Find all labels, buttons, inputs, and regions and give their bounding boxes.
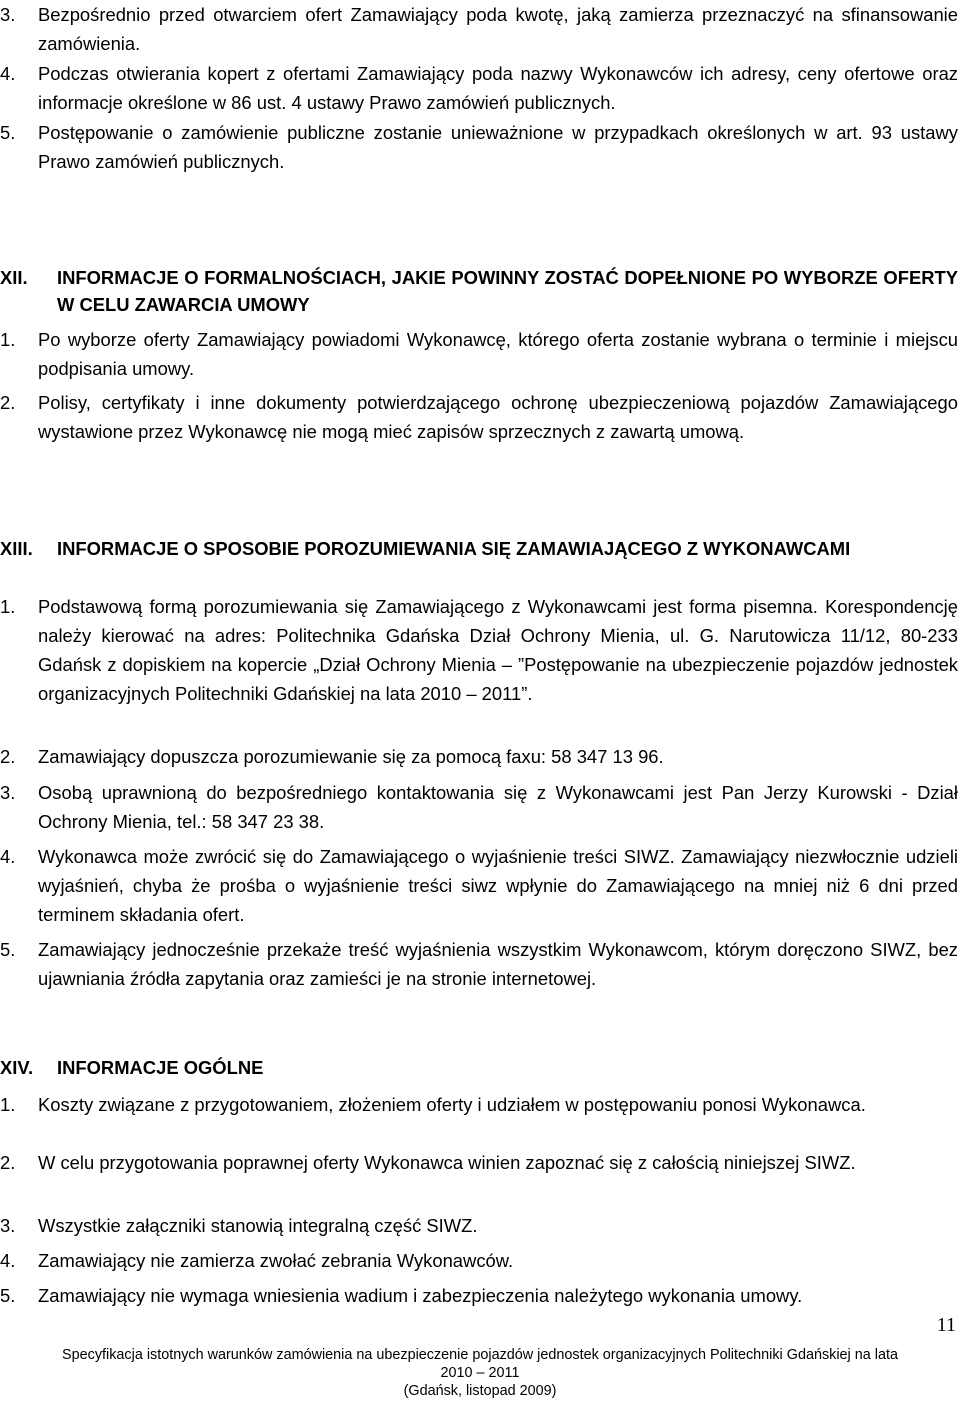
- section-number: XIII.: [0, 538, 33, 559]
- item-number: 2.: [0, 1152, 16, 1173]
- list-item: [0, 1211, 958, 1240]
- list-item: [0, 118, 958, 176]
- page-number: 11: [936, 1314, 956, 1336]
- section-title: INFORMACJE O SPOSOBIE POROZUMIEWANIA SIĘ ZAMAWIAJĄCEGO Z WYKONAWCAMI: [57, 538, 851, 559]
- item-number: 3.: [0, 782, 16, 803]
- page-footer: [0, 1346, 960, 1400]
- item-number: 4.: [0, 1250, 16, 1271]
- item-text: Koszty związane z przygotowaniem, złożeniem oferty i udziałem w postępowaniu ponosi Wykonawca.: [38, 1094, 866, 1115]
- list-item: [0, 325, 958, 383]
- list-item: [0, 1281, 958, 1310]
- item-text: Po wyborze oferty Zamawiający powiadomi Wykonawcę, którego oferta zostanie wybrana o terminie i miejscu podpisania umowy.: [38, 329, 958, 379]
- item-text: Zamawiający nie zamierza zwołać zebrania Wykonawców.: [38, 1250, 514, 1271]
- list-item: [0, 935, 958, 993]
- list-item: [0, 842, 958, 929]
- footer-title: Specyfikacja istotnych warunków zamówienia na ubezpieczenie pojazdów jednostek organizacyjnych Politechniki Gdańskiej na lata: [62, 1347, 898, 1363]
- list-item: [0, 1148, 958, 1177]
- item-number: 1.: [0, 1094, 16, 1115]
- section-heading-xiv: [0, 1054, 958, 1081]
- item-number: 4.: [0, 846, 16, 867]
- footer-years: 2010 – 2011: [440, 1365, 520, 1381]
- list-item: [0, 59, 958, 117]
- item-text: Wszystkie załączniki stanowią integralną część SIWZ.: [38, 1215, 478, 1236]
- item-number: 5.: [0, 122, 16, 143]
- footer-date: (Gdańsk, listopad 2009): [403, 1383, 557, 1399]
- item-text: Osobą uprawnioną do bezpośredniego kontaktowania się z Wykonawcami jest Pan Jerzy Kurowski - Dział Ochrony Mienia, tel.: 58 347 23 38.: [38, 782, 958, 832]
- list-item: [0, 778, 958, 836]
- section-title: INFORMACJE OGÓLNE: [57, 1057, 264, 1078]
- item-text: W celu przygotowania poprawnej oferty Wykonawca winien zapoznać się z całością niniejszej SIWZ.: [38, 1152, 856, 1173]
- section-heading-xiii: [0, 535, 958, 562]
- item-number: 1.: [0, 596, 16, 617]
- list-item: [0, 0, 958, 58]
- section-title: INFORMACJE O FORMALNOŚCIACH, JAKIE POWINNY ZOSTAĆ DOPEŁNIONE PO WYBORZE OFERTY W CELU ZAWARCIA UMOWY: [57, 267, 958, 315]
- section-number: XII.: [0, 267, 28, 288]
- item-text: Wykonawca może zwrócić się do Zamawiającego o wyjaśnienie treści SIWZ. Zamawiający niezwłocznie udzieli wyjaśnień, chyba że prośba o wyjaśnienie treści siwz wpłynie do Zamawiającego na mniej niż 6 dni przed terminem składania ofert.: [38, 846, 958, 925]
- item-number: 3.: [0, 4, 16, 25]
- item-text: Polisy, certyfikaty i inne dokumenty potwierdzającego ochronę ubezpieczeniową pojazdów Zamawiającego wystawione przez Wykonawcę nie mogą mieć zapisów sprzecznych z zawartą umową.: [38, 392, 958, 442]
- item-number: 5.: [0, 939, 16, 960]
- item-text: Zamawiający nie wymaga wniesienia wadium i zabezpieczenia należytego wykonania umowy.: [38, 1285, 803, 1306]
- list-item: [0, 592, 958, 708]
- item-number: 5.: [0, 1285, 16, 1306]
- item-text: Podczas otwierania kopert z ofertami Zamawiający poda nazwy Wykonawców ich adresy, ceny ofertowe oraz informacje określone w 86 ust. 4 ustawy Prawo zamówień publicznych.: [38, 63, 958, 113]
- list-item: [0, 1246, 958, 1275]
- item-number: 2.: [0, 392, 16, 413]
- item-text: Podstawową formą porozumiewania się Zamawiającego z Wykonawcami jest forma pisemna. Korespondencję należy kierować na adres: Politechnika Gdańska Dział Ochrony Mienia, ul. G. Narutowicza 11/12, 80-233 Gdańsk z dopiskiem na kopercie „Dział Ochrony Mienia – ”Postępowanie na ubezpieczenie pojazdów jednostek organizacyjnych Politechniki Gdańskiej na lata 2010 – 2011”.: [38, 596, 958, 704]
- item-number: 4.: [0, 63, 16, 84]
- list-item: [0, 742, 958, 771]
- item-text: Bezpośrednio przed otwarciem ofert Zamawiający poda kwotę, jaką zamierza przeznaczyć na sfinansowanie zamówienia.: [38, 4, 958, 54]
- section-heading-xii: [0, 264, 958, 318]
- item-number: 1.: [0, 329, 16, 350]
- item-number: 3.: [0, 1215, 16, 1236]
- item-text: Zamawiający dopuszcza porozumiewanie się za pomocą faxu: 58 347 13 96.: [38, 746, 664, 767]
- list-item: [0, 1090, 958, 1119]
- list-item: [0, 388, 958, 446]
- item-number: 2.: [0, 746, 16, 767]
- section-number: XIV.: [0, 1057, 34, 1078]
- item-text: Postępowanie o zamówienie publiczne zostanie unieważnione w przypadkach określonych w art. 93 ustawy Prawo zamówień publicznych.: [38, 122, 958, 172]
- item-text: Zamawiający jednocześnie przekaże treść wyjaśnienia wszystkim Wykonawcom, którym doręczono SIWZ, bez ujawniania źródła zapytania oraz zamieści je na stronie internetowej.: [38, 939, 958, 989]
